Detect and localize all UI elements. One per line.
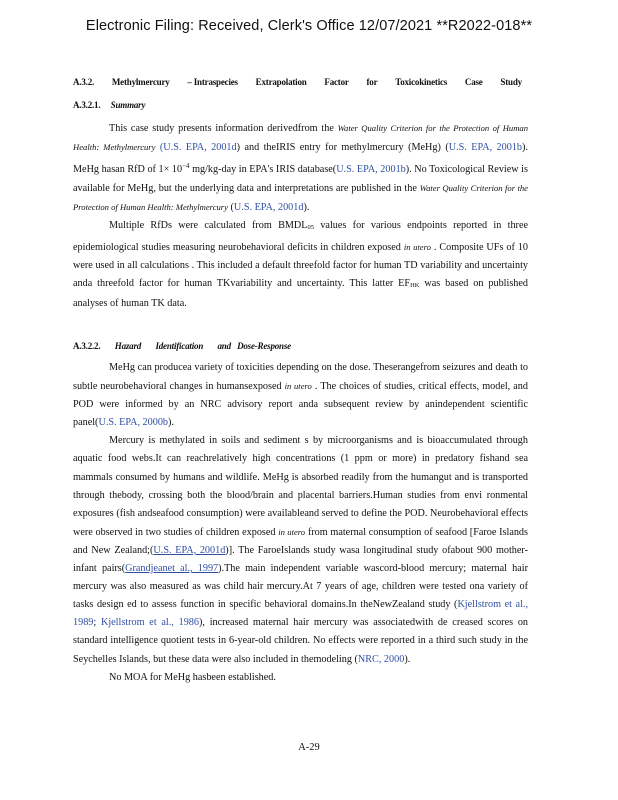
subsection-number: A.3.2.2. bbox=[73, 341, 101, 351]
citation-link[interactable]: (U.S. EPA, 2001d bbox=[159, 142, 237, 154]
filing-stamp-header: Electronic Filing: Received, Clerk's Office 12/07/2021 **R2022-018** bbox=[85, 18, 533, 34]
paragraph: This case study presents information derivedfrom the Water Quality Criterion for the Protection of Human Health: Methylmercury (U.S. EPA, 2001d) and theIRIS entry for methylmercury (MeHg) (U.S. EPA, 2001b). MeHg hasan RfD of $1\times 10^{-4}$ mg/kg-day in EPA's IRIS database(U.S. EPA, 2001b). No Toxicological Review is available for MeHg, but the underlying data and interpretations are published in the Water Quality Criterion for the Protection of Human Health: Methylmercury (U.S. EPA, 2001d). bbox=[73, 123, 529, 214]
hazard-body bbox=[73, 359, 528, 687]
section-title-part: Extrapolation bbox=[255, 77, 307, 87]
section-heading bbox=[73, 77, 522, 87]
citation-link[interactable]: Kjellstrom et al., 1989 bbox=[73, 599, 528, 629]
section-title-part: Factor bbox=[324, 77, 349, 87]
citation-link[interactable]: Kjellstrom et al., 1986 bbox=[100, 617, 199, 629]
section-title-part: Case bbox=[464, 77, 483, 87]
paragraph: Multiple RfDs were calculated from BMDL05 values for various endpoints reported in three epidemiological studies measuring neurobehavioral deficits in children exposed in utero . Composite UFs of 10 were used in all calculations . This included a default threefold factor for human TD variability and uncertainty anda threefold factor for human TKvariability and uncertainty. This latter EFHK was based on published analyses of human TK data. bbox=[73, 220, 529, 309]
citation-link[interactable]: U.S. EPA, 2000b bbox=[98, 417, 169, 429]
section-title-part: Methylmercury bbox=[111, 77, 170, 87]
section-title-part: – Intraspecies bbox=[187, 77, 238, 87]
section-title-part: Toxicokinetics bbox=[395, 77, 448, 87]
subsection-number: A.3.2.1. bbox=[73, 100, 101, 110]
section-number: A.3.2. bbox=[73, 77, 95, 87]
citation-link[interactable]: U.S. EPA, 2001b bbox=[336, 164, 406, 176]
subsection-heading-summary bbox=[73, 100, 522, 110]
paragraph: Mercury is methylated in soils and sediment s by microorganisms and is bioaccumulated through aquatic food webs.It can reachrelatively high concentrations (1 ppm or more) in predatory fishand sea mammals consumed by humans and wildlife. MeHg is absorbed readily from the humangut and is transported through thebody, crossing both the blood/brain and placental barriers.Human studies from envi ronmental exposures (fish andseafood consumption) were availableand served to define the POD. Neurobehavioral effects were observed in two studies of children exposed in utero from maternal consumption of seafood [Faroe Islands and New Zealand;(U.S. EPA, 2001d)]. The FaroeIslands study wasa longitudinal study ofabout 900 mother-infant pairs(Grandjeanet al., 1997).The main independent variable wascord-blood mercury; maternal hair mercury was also measured as was child hair mercury.At 7 years of age, children were tested ona variety of tasks design ed to assess function in specific behavioral domains.In theNewZealand study (Kjellstrom et al., 1989; Kjellstrom et al., 1986), increased maternal hair mercury was associatedwith de creased scores on standard intelligence quotient tests in 6-year-old children. No effects were reported in a third such study in the Seychelles Islands, but these data were also included in themodeling (NRC, 2000). bbox=[73, 435, 529, 665]
citation-link[interactable]: U.S. EPA, 2001b bbox=[448, 142, 523, 154]
paragraph: MeHg can producea variety of toxicities depending on the dose. Theserangefrom seizures and death to subtle neurobehavioral changes in humansexposed in utero . The choices of studies, critical effects, model, and POD were informed by an NRC advisory report anda subsequent review by anindependent scientific panel(U.S. EPA, 2000b). bbox=[73, 362, 528, 429]
page-number: A-29 bbox=[298, 742, 320, 753]
citation-link[interactable]: U.S. EPA, 2001d bbox=[233, 202, 304, 214]
paragraph: No MOA for MeHg hasbeen established. bbox=[109, 671, 276, 683]
section-title-part: for bbox=[366, 77, 378, 87]
subsection-heading-hazard: A.3.2.2. Hazard Identification and Dose-Response bbox=[73, 341, 291, 351]
summary-body bbox=[73, 119, 528, 313]
citation-link[interactable]: U.S. EPA, 2001d bbox=[153, 544, 226, 556]
subsection-title: Summary bbox=[110, 100, 146, 110]
citation-link[interactable]: NRC, 2000 bbox=[357, 653, 405, 665]
section-title-part: Study bbox=[500, 77, 522, 87]
citation-link[interactable]: Grandjeanet al., 1997 bbox=[125, 563, 219, 575]
